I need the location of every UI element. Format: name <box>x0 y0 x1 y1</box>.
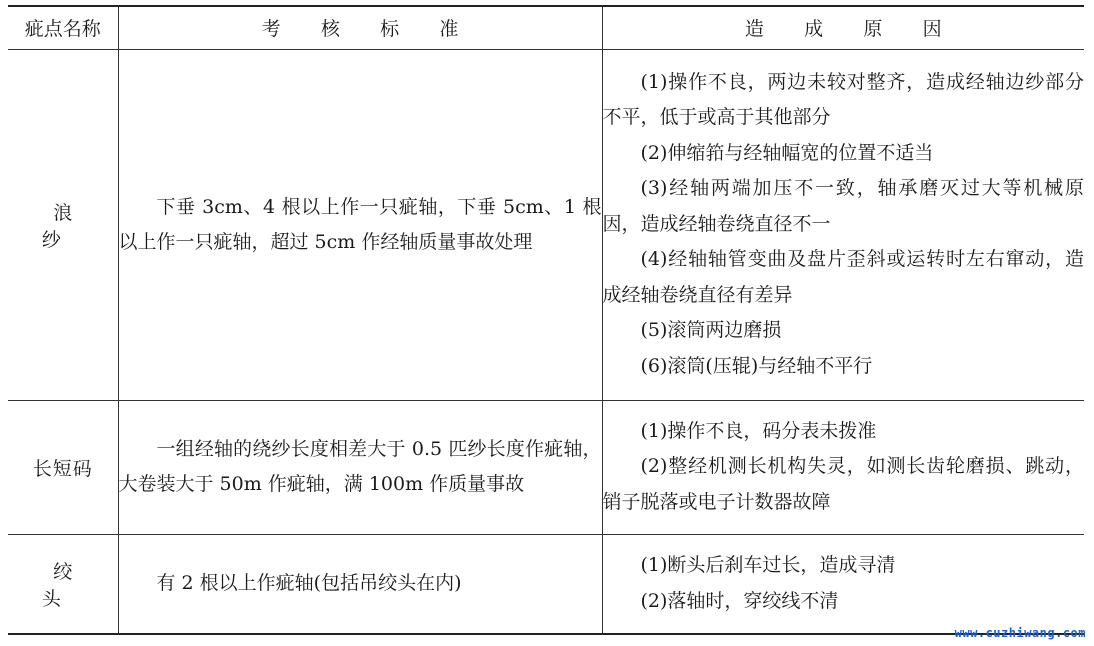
watermark: www.cuzhiwang.com <box>954 626 1086 640</box>
cause-item: (3)经轴两端加压不一致，轴承磨灭过大等机械原因，造成经轴卷绕直径不一 <box>602 177 1084 235</box>
defect-name: 浪 纱 <box>41 201 96 251</box>
cause-item: (1)操作不良，两边未较对整齐，造成经轴边纱部分不平，低于或高于其他部分 <box>602 70 1084 129</box>
cause-item: (1)操作不良，码分表未拨准 <box>640 419 877 442</box>
standard-cell: 下垂 3cm、4 根以上作一只疵轴，下垂 5cm、1 根以上作一只疵轴，超过 5cm 作经轴质量事故处理 <box>118 49 602 400</box>
cause-item: (6)滚筒(压辊)与经轴不平行 <box>640 354 873 377</box>
table-row <box>8 400 1084 534</box>
standard-cell: 一组经轴的绕纱长度相差大于 0.5 匹纱长度作疵轴，大卷装大于 50m 作疵轴，满 100m 作质量事故 <box>118 400 602 534</box>
cause-cell <box>602 400 1084 534</box>
cause-cell <box>602 534 1084 634</box>
cause-item: (4)经轴轴管变曲及盘片歪斜或运转时左右窜动，造成经轴卷绕直径有差异 <box>602 248 1084 306</box>
table-header-row <box>8 6 1084 49</box>
header-assessment-standard <box>118 6 602 49</box>
header-cause <box>602 6 1084 49</box>
table-row <box>8 534 1084 634</box>
defect-name: 绞 头 <box>41 560 96 610</box>
defect-name-cell <box>8 49 118 400</box>
defect-name-cell <box>8 534 118 634</box>
cause-cell <box>602 49 1084 400</box>
defect-name-cell <box>8 400 118 534</box>
standard-cell: 有 2 根以上作疵轴(包括吊绞头在内) <box>118 534 602 634</box>
defect-standards-table <box>8 5 1084 635</box>
table-row <box>8 49 1084 400</box>
defect-name: 长短码 <box>32 457 93 480</box>
cause-item: (1)断头后刹车过长，造成寻清 <box>640 554 896 577</box>
header-defect-name: 疵点名称 <box>8 6 118 49</box>
cause-item: (5)滚筒两边磨损 <box>640 319 782 342</box>
cause-item: (2)落轴时，穿绞线不清 <box>640 589 839 612</box>
header-cause-text: 造 成 原 因 <box>744 18 959 41</box>
cause-item: (2)伸缩筘与经轴幅宽的位置不适当 <box>640 141 934 164</box>
header-standard-text: 考 核 标 准 <box>261 18 476 41</box>
cause-item: (2)整经机测长机构失灵，如测长齿轮磨损、跳动，销子脱落或电子计数器故障 <box>602 455 1084 513</box>
